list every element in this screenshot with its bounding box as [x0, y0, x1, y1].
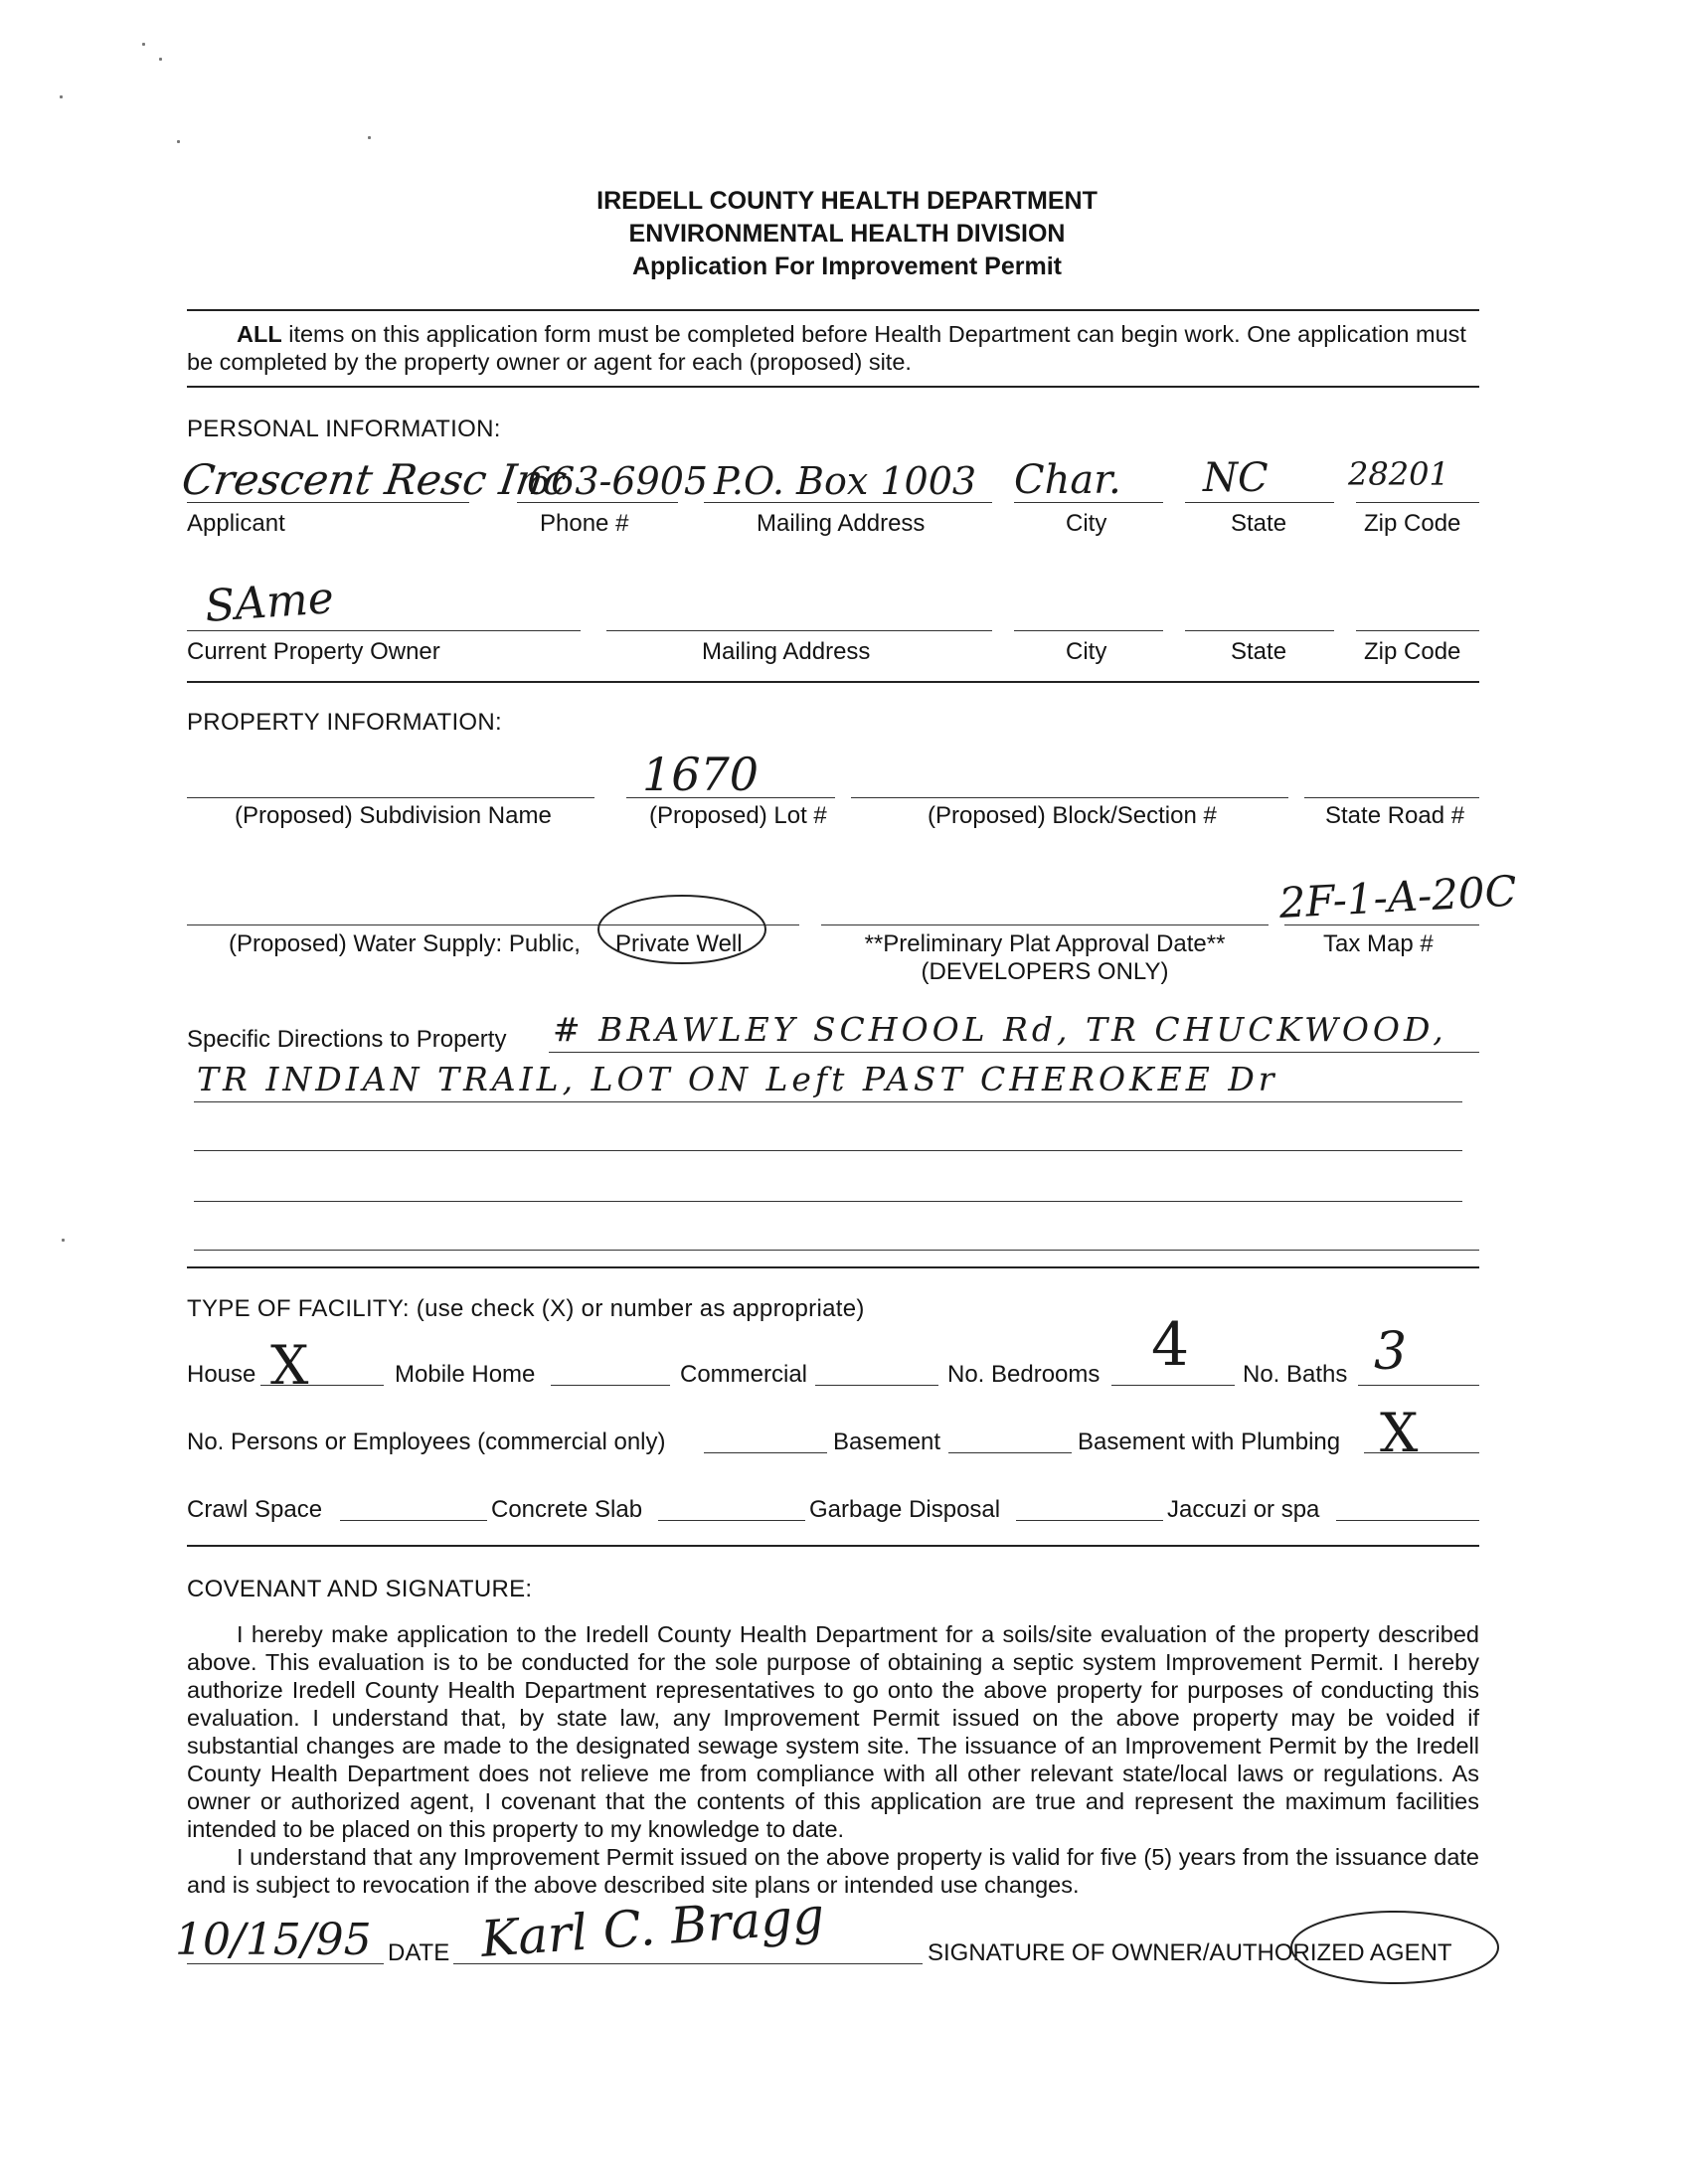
lot-value[interactable]: 1670 — [642, 748, 760, 801]
city-label: City — [1066, 510, 1107, 537]
subdivision-line — [187, 797, 594, 798]
baths-value[interactable]: 3 — [1374, 1322, 1408, 1382]
plat-date-label: **Preliminary Plat Approval Date** — [864, 930, 1226, 957]
phone-value[interactable]: 663-6905 — [527, 459, 709, 503]
bedrooms-label: No. Bedrooms — [947, 1361, 1101, 1388]
property-info-heading: PROPERTY INFORMATION: — [187, 709, 502, 736]
owner-line — [187, 630, 581, 631]
applicant-value[interactable]: Crescent Resc Inc — [179, 455, 571, 504]
baths-line — [1358, 1385, 1479, 1386]
covenant-text — [187, 1620, 1479, 1899]
water-supply-label: (Proposed) Water Supply: Public, — [229, 930, 581, 957]
tax-map-value[interactable]: 2F-1-A-20C — [1277, 866, 1518, 927]
divider — [187, 309, 1479, 311]
division-title: ENVIRONMENTAL HEALTH DIVISION — [628, 220, 1066, 248]
jaccuzi-line — [1336, 1520, 1479, 1521]
mailing-address-label: Mailing Address — [757, 510, 926, 537]
lot-label: (Proposed) Lot # — [649, 802, 827, 829]
private-well-option[interactable]: Private Well — [615, 930, 743, 957]
block-line — [851, 797, 1288, 798]
intro-text: ALL items on this application form must be completed before Health Department can begin work. One application must be completed by the property owner or agent for each (proposed) site. — [187, 321, 1466, 375]
garbage-disposal-label: Garbage Disposal — [809, 1496, 1001, 1523]
owner-state-line — [1185, 630, 1334, 631]
zip-value[interactable]: 28201 — [1348, 455, 1449, 493]
bedrooms-line — [1111, 1385, 1235, 1386]
directions-label: Specific Directions to Property — [187, 1026, 507, 1053]
date-label: DATE — [388, 1939, 450, 1966]
personal-info-heading: PERSONAL INFORMATION: — [187, 416, 501, 442]
crawl-space-line — [340, 1520, 487, 1521]
jaccuzi-label: Jaccuzi or spa — [1167, 1496, 1320, 1523]
commercial-label: Commercial — [680, 1361, 808, 1388]
private-well-circle-mark — [591, 889, 773, 970]
crawl-space-label: Crawl Space — [187, 1496, 323, 1523]
mobile-home-label: Mobile Home — [395, 1361, 536, 1388]
mailing-address-value[interactable]: P.O. Box 1003 — [714, 459, 977, 503]
state-label: State — [1231, 510, 1287, 537]
state-value[interactable]: NC — [1203, 455, 1269, 501]
state-line — [1185, 502, 1334, 503]
tax-map-label: Tax Map # — [1323, 930, 1434, 957]
scan-speck — [142, 43, 145, 46]
facility-heading: TYPE OF FACILITY: (use check (X) or number as appropriate) — [187, 1295, 865, 1322]
zip-label: Zip Code — [1364, 510, 1461, 537]
divider — [187, 681, 1479, 683]
divider — [187, 1266, 1479, 1268]
scan-speck — [62, 1239, 65, 1242]
signature-line — [453, 1963, 923, 1964]
owner-zip-line — [1356, 630, 1479, 631]
directions-line2-value[interactable]: TR INDIAN TRAIL, LOT ON Left PAST CHEROKEE Dr — [197, 1060, 1278, 1098]
divider — [187, 1545, 1479, 1547]
signature-value[interactable]: Karl C. Bragg — [478, 1887, 826, 1968]
tax-map-line — [1284, 924, 1479, 925]
house-label: House — [187, 1361, 256, 1388]
lot-line — [626, 797, 835, 798]
directions-line5 — [194, 1250, 1479, 1251]
garbage-disposal-line — [1016, 1520, 1163, 1521]
concrete-slab-line — [658, 1520, 805, 1521]
baths-label: No. Baths — [1243, 1361, 1348, 1388]
owner-label: Current Property Owner — [187, 638, 440, 665]
directions-line3 — [194, 1150, 1462, 1151]
directions-line1-value[interactable]: # BRAWLEY SCHOOL Rd, TR CHUCKWOOD, — [553, 1010, 1447, 1049]
covenant-paragraph-2: I understand that any Improvement Permit issued on the above property is valid for five (5) years from the issuance date and is subject to revocation if the above described site plans or intended use changes. — [187, 1844, 1479, 1898]
date-value[interactable]: 10/15/95 — [175, 1915, 372, 1965]
block-label: (Proposed) Block/Section # — [928, 802, 1217, 829]
authorized-agent-circle-mark — [1282, 1904, 1507, 1991]
persons-label: No. Persons or Employees (commercial only) — [187, 1428, 666, 1455]
city-value[interactable]: Char. — [1014, 457, 1121, 503]
owner-address-line — [606, 630, 992, 631]
owner-value[interactable]: SAme — [203, 573, 336, 632]
scan-speck — [368, 136, 371, 139]
date-line — [187, 1963, 384, 1964]
owner-city-label: City — [1066, 638, 1107, 665]
state-road-label: State Road # — [1325, 802, 1465, 829]
applicant-line — [187, 502, 469, 503]
bedrooms-value[interactable]: 4 — [1151, 1310, 1190, 1380]
form-title: Application For Improvement Permit — [631, 252, 1062, 280]
phone-line — [517, 502, 678, 503]
basement-line — [948, 1452, 1072, 1453]
scan-speck — [159, 58, 162, 61]
directions-line2 — [194, 1101, 1462, 1102]
mobile-home-line — [551, 1385, 670, 1386]
owner-zip-label: Zip Code — [1364, 638, 1461, 665]
persons-line — [704, 1452, 827, 1453]
applicant-label: Applicant — [187, 510, 285, 537]
dept-title: IREDELL COUNTY HEALTH DEPARTMENT — [596, 187, 1098, 215]
state-road-line — [1304, 797, 1479, 798]
basement-plumbing-value[interactable]: X — [1380, 1402, 1419, 1464]
owner-state-label: State — [1231, 638, 1287, 665]
divider — [187, 386, 1479, 388]
basement-plumbing-label: Basement with Plumbing — [1078, 1428, 1341, 1455]
zip-line — [1356, 502, 1479, 503]
directions-line4 — [194, 1201, 1462, 1202]
covenant-paragraph-1: I hereby make application to the Iredell County Health Department for a soils/site evaluation of the property described above. This evaluation is to be conducted for the sole purpose of obtaining a septic system Improvement Permit. I hereby authorize Iredell County Health Department representatives to go onto the above property for purposes of conducting this evaluation. I understand that, by state law, any Improvement Permit issued on the above property may be voided if substantial changes are made to the designated sewage system site. The issuance of an Improvement Permit by the Iredell County Health Department does not relieve me from compliance with all other relevant state/local laws or regulations. As owner or authorized agent, I covenant that the contents of this application are true and represent the maximum facilities intended to be placed on this property to my knowledge to date. — [187, 1621, 1479, 1842]
concrete-slab-label: Concrete Slab — [491, 1496, 643, 1523]
address-line — [704, 502, 992, 503]
scan-speck — [177, 140, 180, 143]
commercial-line — [815, 1385, 938, 1386]
owner-address-label: Mailing Address — [702, 638, 871, 665]
phone-label: Phone # — [540, 510, 629, 537]
plat-date-line — [821, 924, 1269, 925]
house-value[interactable]: X — [270, 1334, 309, 1397]
owner-city-line — [1014, 630, 1163, 631]
directions-line1 — [549, 1052, 1479, 1053]
covenant-heading: COVENANT AND SIGNATURE: — [187, 1576, 533, 1602]
developers-only-label: (DEVELOPERS ONLY) — [921, 958, 1169, 985]
scan-speck — [60, 95, 63, 98]
signature-label: SIGNATURE OF OWNER/AUTHORIZED AGENT — [928, 1939, 1452, 1966]
basement-label: Basement — [833, 1428, 941, 1455]
city-line — [1014, 502, 1163, 503]
subdivision-label: (Proposed) Subdivision Name — [235, 802, 552, 829]
